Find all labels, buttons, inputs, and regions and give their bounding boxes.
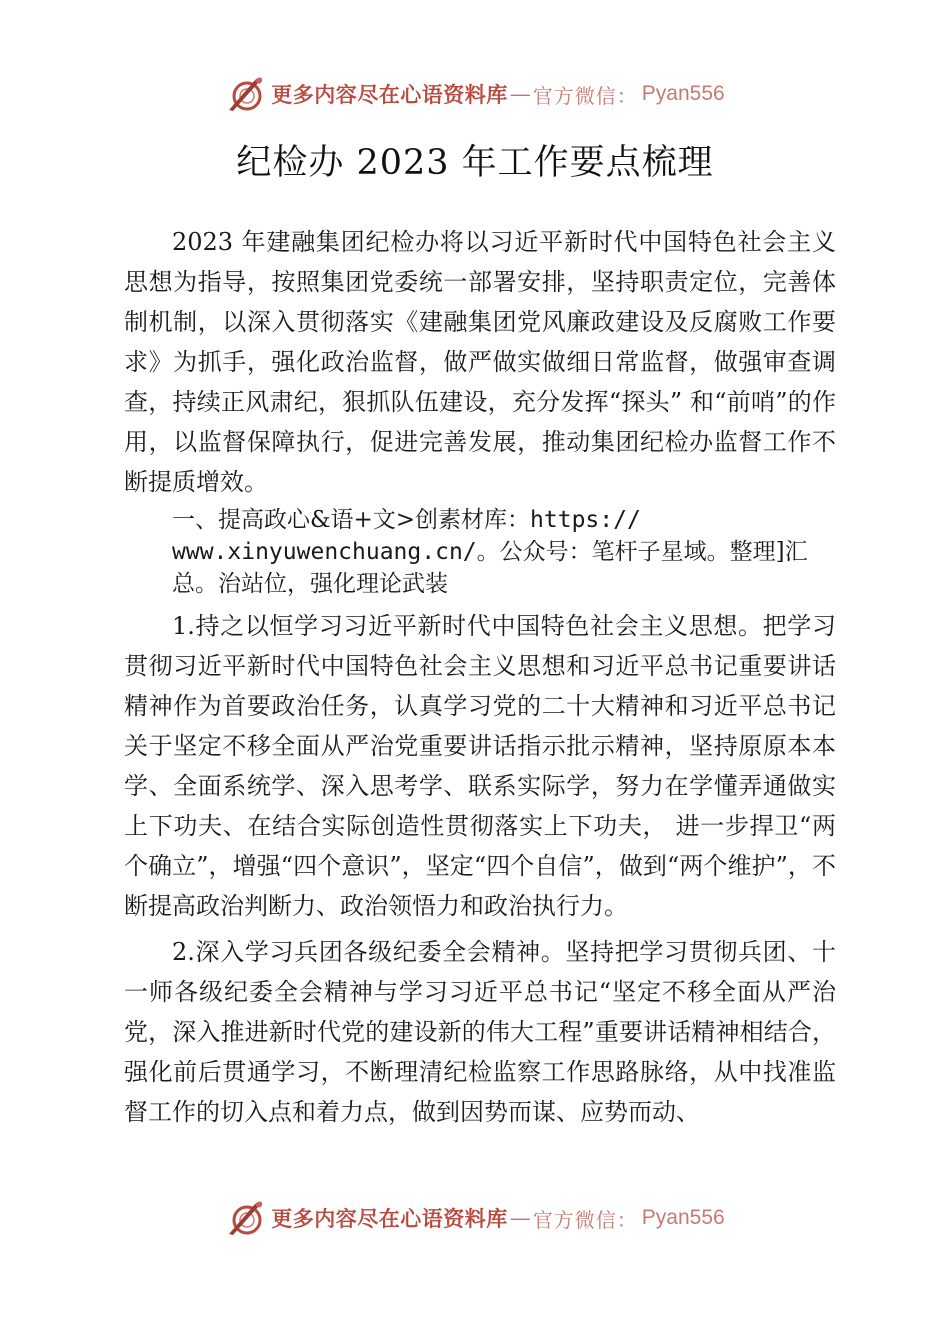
section-heading-line-2 <box>172 536 836 568</box>
quill-seal-logo-icon <box>225 1198 265 1238</box>
section-heading-line-1 <box>172 504 836 536</box>
watermark-brand-text: 更多内容尽在心语资料库 <box>271 82 508 107</box>
section-heading-line-3: 总。治站位，强化理论武装 <box>172 571 448 597</box>
watermark-dash: — <box>509 1206 531 1230</box>
watermark-dash: — <box>509 82 531 106</box>
footer-watermark-banner <box>0 1196 950 1240</box>
header-watermark-banner <box>0 72 950 116</box>
section-heading-url-part-1: https:// <box>530 507 641 533</box>
document-body <box>124 222 836 1132</box>
list-item-1: 1.持之以恒学习习近平新时代中国特色社会主义思想。把学习贯彻习近平新时代中国特色社会主义思想和习近平总书记重要讲话精神作为首要政治任务，认真学习党的二十大精神和习近平总书记关于坚定不移全面从严治党重要讲话指示批示精神，坚持原原本本学、全面系统学、深入思考学、联系实际学，努力在学懂弄通做实上下功夫、在结合实际创造性贯彻落实上下功夫， 进一步捍卫“两个确立”，增强“四个意识”，坚定“四个自信”，做到“两个维护”，不断提高政治判断力、政治领悟力和政治执行力。 <box>124 612 836 920</box>
section-heading-1 <box>172 504 836 600</box>
intro-paragraph: 2023 年建融集团纪检办将以习近平新时代中国特色社会主义思想为指导，按照集团党委统一部署安排，坚持职责定位，完善体制机制，以深入贯彻落实《建融集团党风廉政建设及反腐败工作要求》为抓手，强化政治监督，做严做实做细日常监督，做强审查调查，持续正风肃纪，狠抓队伍建设，充分发挥“探头” 和“前哨”的作用，以监督保障执行，促进完善发展，推动集团纪检办监督工作不断提质增效。 <box>124 228 836 496</box>
document-title: 纪检办 2023 年工作要点梳理 <box>236 143 714 183</box>
list-item-2: 2.深入学习兵团各级纪委全会精神。坚持把学习贯彻兵团、十一师各级纪委全会精神与学习习近平总书记“坚定不移全面从严治党，深入推进新时代党的建设新的伟大工程”重要讲话精神相结合，强化前后贯通学习，不断理清纪检监察工作思路脉络，从中找准监督工作的切入点和着力点，做到因势而谋、应势而动、 <box>124 938 836 1126</box>
section-heading-prefix: 一、提高政心&语+文>创素材库： <box>172 507 531 533</box>
watermark-wechat-label: 官方微信： <box>532 83 638 108</box>
quill-seal-logo-icon <box>225 74 265 114</box>
watermark-account: Pyan556 <box>641 1206 725 1229</box>
watermark-brand-text: 更多内容尽在心语资料库 <box>271 1206 508 1231</box>
section-heading-url-part-2: www.xinyuwenchuang.cn/ <box>172 539 477 565</box>
watermark-wechat-label: 官方微信： <box>532 1207 638 1232</box>
section-heading-suffix: 。公众号：笔杆子星域。整理]汇 <box>476 539 808 565</box>
watermark-account: Pyan556 <box>641 82 725 105</box>
